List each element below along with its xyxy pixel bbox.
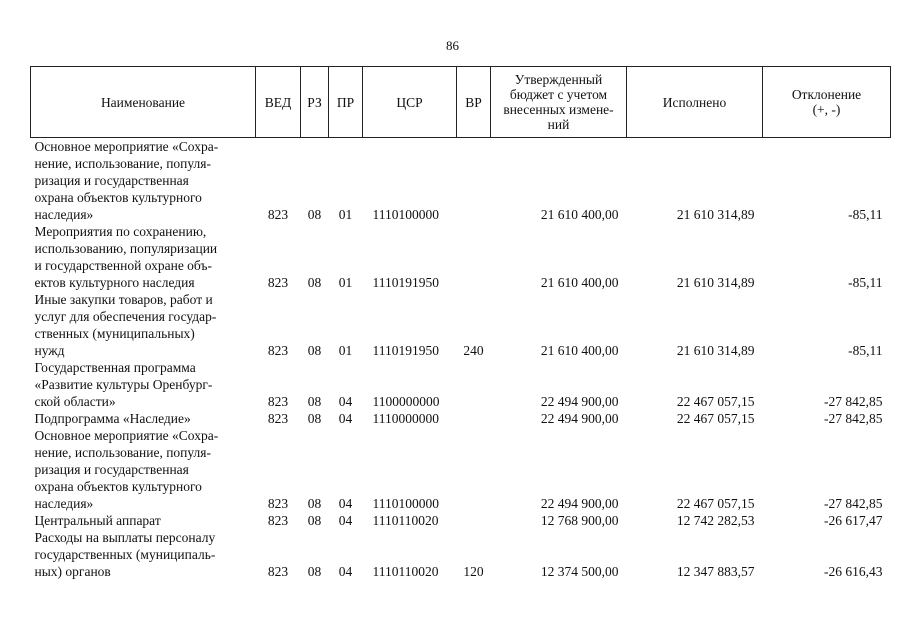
cell-ved: 823 [267, 513, 289, 528]
budget-table [30, 66, 891, 580]
page-number: 86 [446, 38, 459, 53]
cell-csr: 1110191950 [372, 343, 439, 358]
cell-deviation: -85,11 [848, 207, 883, 222]
cell-executed: 22 467 057,15 [676, 394, 755, 409]
header-approved: Утвержденный бюджет с учетом внесенных измене- ний [491, 67, 627, 138]
cell-executed: 12 742 282,53 [676, 513, 755, 528]
table-row [31, 291, 891, 359]
cell-rz: 08 [307, 207, 322, 222]
cell-rz: 08 [307, 394, 322, 409]
cell-vr [457, 410, 491, 427]
cell-deviation: -27 842,85 [824, 411, 883, 426]
header-deviation: Отклонение (+, -) [763, 67, 891, 138]
cell-csr: 1110110020 [372, 564, 439, 579]
cell-executed: 22 467 057,15 [676, 496, 755, 511]
header-rz: РЗ [301, 67, 329, 138]
header-vr: ВР [457, 67, 491, 138]
cell-approved: 22 494 900,00 [540, 411, 619, 426]
table-row [31, 427, 891, 512]
header-ved: ВЕД [256, 67, 301, 138]
cell-vr [457, 223, 491, 291]
header-executed: Исполнено [627, 67, 763, 138]
header-csr: ЦСР [363, 67, 457, 138]
header-pr: ПР [329, 67, 363, 138]
cell-rz: 08 [307, 411, 322, 426]
table-body [31, 138, 891, 581]
cell-rz: 08 [307, 343, 322, 358]
cell-rz: 08 [307, 564, 322, 579]
cell-approved: 21 610 400,00 [540, 343, 619, 358]
cell-pr: 01 [338, 343, 353, 358]
cell-csr: 1110100000 [372, 496, 439, 511]
table-row [31, 138, 891, 224]
cell-ved: 823 [267, 564, 289, 579]
table-row [31, 410, 891, 427]
table-row [31, 529, 891, 580]
cell-name: Основное мероприятие «Сохра- нение, использование, популя- ризация и государственная охрана объектов культурного наследия» [34, 428, 219, 511]
cell-name: Центральный аппарат [34, 513, 161, 528]
cell-pr: 04 [338, 496, 353, 511]
cell-rz: 08 [307, 275, 322, 290]
cell-vr: 240 [463, 343, 484, 358]
cell-approved: 12 768 900,00 [540, 513, 619, 528]
cell-executed: 21 610 314,89 [676, 343, 755, 358]
cell-vr: 120 [463, 564, 484, 579]
cell-name: Мероприятия по сохранению, использованию, популяризации и государственной охране объ- ектов культурного наследия [34, 224, 218, 290]
cell-ved: 823 [267, 275, 289, 290]
cell-executed: 12 347 883,57 [676, 564, 755, 579]
cell-vr [457, 512, 491, 529]
cell-deviation: -26 617,47 [824, 513, 883, 528]
cell-name: Государственная программа «Развитие культуры Оренбург- ской области» [34, 360, 213, 409]
cell-deviation: -27 842,85 [824, 496, 883, 511]
table-row [31, 512, 891, 529]
cell-ved: 823 [267, 343, 289, 358]
cell-vr [457, 138, 491, 224]
header-row [31, 67, 891, 138]
cell-ved: 823 [267, 207, 289, 222]
table-row [31, 359, 891, 410]
cell-csr: 1110191950 [372, 275, 439, 290]
cell-rz: 08 [307, 513, 322, 528]
cell-name: Иные закупки товаров, работ и услуг для обеспечения государ- ственных (муниципальных) нужд [34, 292, 217, 358]
cell-deviation: -26 616,43 [824, 564, 883, 579]
cell-pr: 01 [338, 207, 353, 222]
cell-approved: 22 494 900,00 [540, 394, 619, 409]
cell-name: Основное мероприятие «Сохра- нение, использование, популя- ризация и государственная охрана объектов культурного наследия» [34, 139, 219, 222]
cell-executed: 21 610 314,89 [676, 275, 755, 290]
cell-csr: 1110110020 [372, 513, 439, 528]
table-row [31, 223, 891, 291]
cell-ved: 823 [267, 496, 289, 511]
cell-pr: 01 [338, 275, 353, 290]
cell-approved: 12 374 500,00 [540, 564, 619, 579]
cell-vr [457, 359, 491, 410]
cell-csr: 1110000000 [372, 411, 439, 426]
cell-approved: 21 610 400,00 [540, 275, 619, 290]
cell-deviation: -85,11 [848, 275, 883, 290]
cell-pr: 04 [338, 564, 353, 579]
cell-deviation: -85,11 [848, 343, 883, 358]
cell-ved: 823 [267, 411, 289, 426]
cell-name: Расходы на выплаты персоналу государственных (муниципаль- ных) органов [34, 530, 216, 579]
cell-deviation: -27 842,85 [824, 394, 883, 409]
cell-pr: 04 [338, 394, 353, 409]
cell-ved: 823 [267, 394, 289, 409]
cell-name: Подпрограмма «Наследие» [34, 411, 191, 426]
cell-rz: 08 [307, 496, 322, 511]
cell-csr: 1110100000 [372, 207, 439, 222]
cell-approved: 22 494 900,00 [540, 496, 619, 511]
cell-vr [457, 427, 491, 512]
cell-csr: 1100000000 [372, 394, 440, 409]
cell-approved: 21 610 400,00 [540, 207, 619, 222]
cell-executed: 22 467 057,15 [676, 411, 755, 426]
header-name: Наименование [31, 67, 256, 138]
cell-pr: 04 [338, 411, 353, 426]
cell-executed: 21 610 314,89 [676, 207, 755, 222]
cell-pr: 04 [338, 513, 353, 528]
